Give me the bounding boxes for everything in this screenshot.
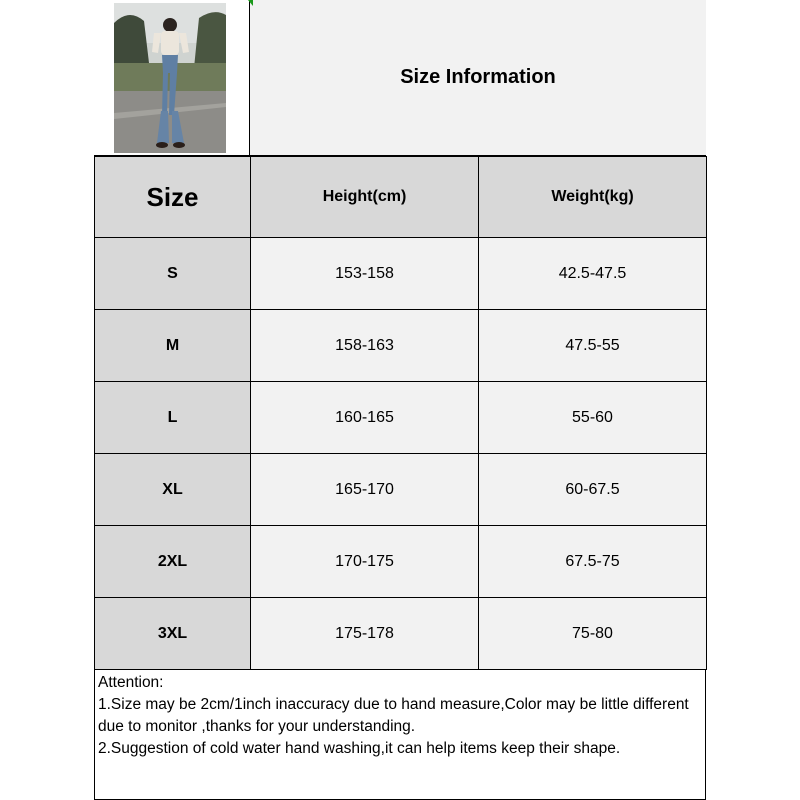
notes-heading: Attention: xyxy=(98,674,164,691)
size-cell: 2XL xyxy=(95,526,251,598)
notes-line-1: 1.Size may be 2cm/1inch inaccuracy due to hand measure,Color may be little different due to monitor ,thanks for your understanding. xyxy=(98,696,689,735)
height-cell: 158-163 xyxy=(251,310,479,382)
height-cell: 170-175 xyxy=(251,526,479,598)
column-header-height: Height(cm) xyxy=(251,157,479,238)
column-header-weight: Weight(kg) xyxy=(479,157,707,238)
weight-cell: 55-60 xyxy=(479,382,707,454)
table-header-row xyxy=(95,157,707,238)
size-cell: 3XL xyxy=(95,598,251,670)
notes-line-2: 2.Suggestion of cold water hand washing,it can help items keep their shape. xyxy=(98,740,621,757)
size-cell: L xyxy=(95,382,251,454)
size-table xyxy=(94,156,707,670)
cell-corner-marker-icon xyxy=(248,0,253,6)
table-row xyxy=(95,238,707,310)
page-title: Size Information xyxy=(400,66,556,88)
height-cell: 165-170 xyxy=(251,454,479,526)
weight-cell: 42.5-47.5 xyxy=(479,238,707,310)
height-cell: 175-178 xyxy=(251,598,479,670)
attention-notes xyxy=(94,669,706,800)
model-photo xyxy=(114,3,226,153)
table-row xyxy=(95,310,707,382)
table-row xyxy=(95,598,707,670)
table-row xyxy=(95,526,707,598)
weight-cell: 47.5-55 xyxy=(479,310,707,382)
product-photo-cell xyxy=(94,0,250,156)
size-cell: M xyxy=(95,310,251,382)
height-cell: 153-158 xyxy=(251,238,479,310)
table-row xyxy=(95,454,707,526)
weight-cell: 60-67.5 xyxy=(479,454,707,526)
weight-cell: 67.5-75 xyxy=(479,526,707,598)
column-header-size: Size xyxy=(95,157,251,238)
size-cell: XL xyxy=(95,454,251,526)
weight-cell: 75-80 xyxy=(479,598,707,670)
table-row xyxy=(95,382,707,454)
height-cell: 160-165 xyxy=(251,382,479,454)
size-cell: S xyxy=(95,238,251,310)
size-information-header xyxy=(250,0,706,156)
